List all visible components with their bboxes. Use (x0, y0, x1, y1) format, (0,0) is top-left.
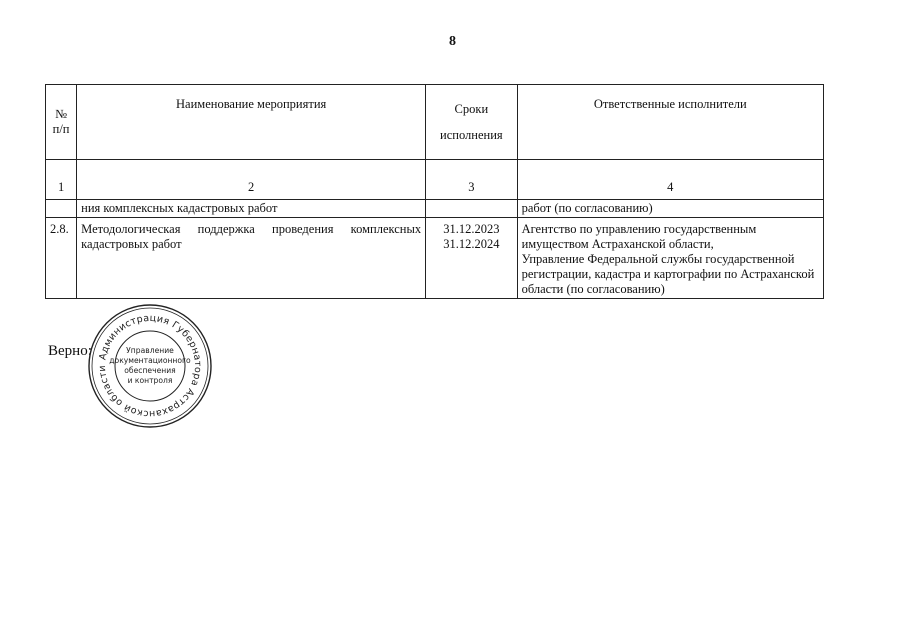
stamp-inner-line: Управление (126, 346, 174, 355)
column-number: 1 (46, 160, 77, 200)
column-number: 2 (77, 160, 426, 200)
header-term: Сроки исполнения (426, 85, 517, 160)
continuation-row (46, 200, 824, 218)
continuation-responsible: работ (по согласованию) (517, 200, 823, 218)
row-num: 2.8. (46, 218, 77, 299)
column-numbers-row (46, 160, 824, 200)
header-responsible: Ответственные исполнители (517, 85, 823, 160)
row-terms: 31.12.2023 31.12.2024 (426, 218, 517, 299)
stamp-outer-text: Администрация Губернатора Астраханской области (96, 312, 204, 420)
continuation-term (426, 200, 517, 218)
stamp-inner-line: обеспечения (124, 366, 176, 375)
stamp-inner-line: документационного (109, 356, 191, 365)
row-responsible: Агентство по управлению государственным имуществом Астраханской области, Управление Федеральной службы государственной регистрации, кадастра и картографии по Астраханской области (по согласованию) (517, 218, 823, 299)
certification-label: Верно: (48, 343, 92, 359)
header-name: Наименование мероприятия (77, 85, 426, 160)
table-header-row (46, 85, 824, 160)
row-name: Методологическая поддержка проведения комплексных кадастровых работ (77, 218, 426, 299)
table-row (46, 218, 824, 299)
column-number: 3 (426, 160, 517, 200)
continuation-num (46, 200, 77, 218)
continuation-name: ния комплексных кадастровых работ (77, 200, 426, 218)
official-stamp-icon (86, 302, 214, 430)
column-number: 4 (517, 160, 823, 200)
page-number: 8 (449, 34, 456, 49)
plan-table (45, 84, 824, 299)
header-num: № п/п (46, 85, 77, 160)
stamp-inner-line: и контроля (127, 376, 173, 385)
